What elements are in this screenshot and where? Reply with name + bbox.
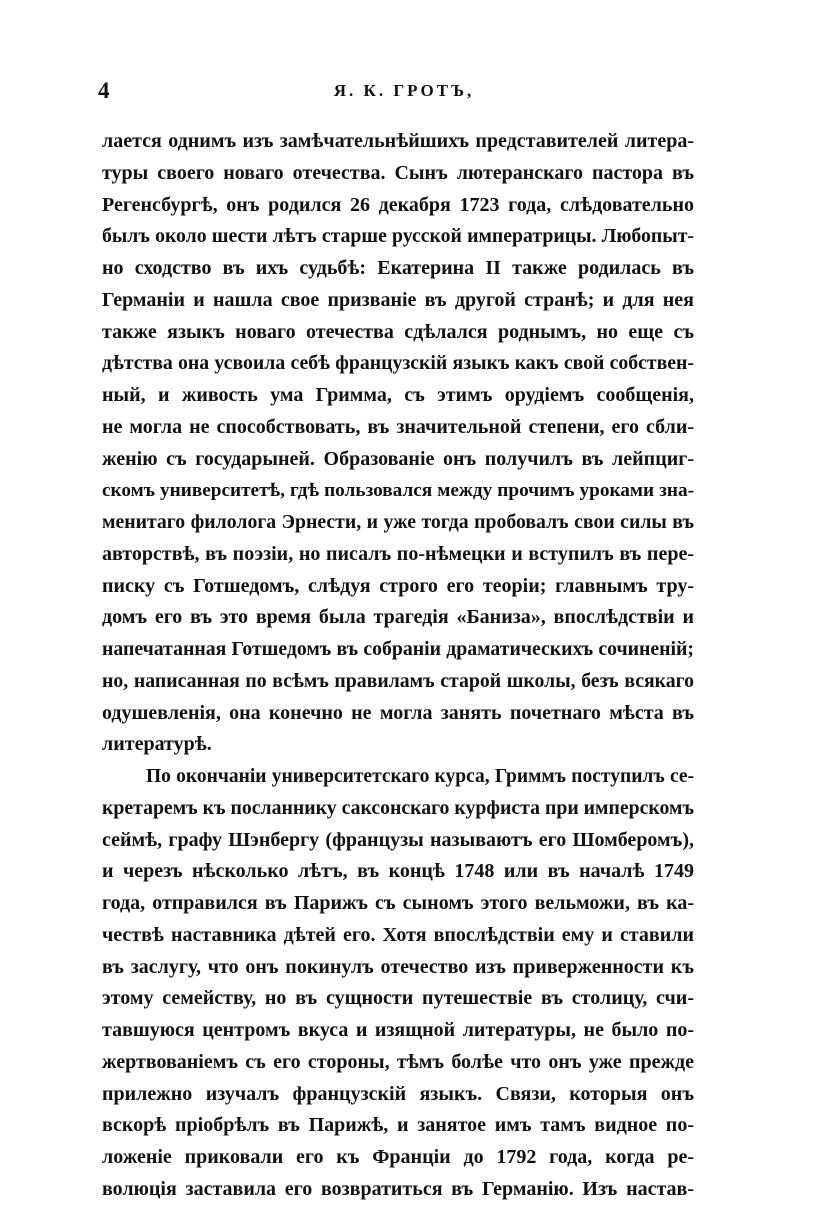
text-line: и черезъ нѣсколько лѣтъ, въ концѣ 1748 или въ началѣ 1749 bbox=[102, 860, 694, 883]
text-line: ложеніе приковали его къ Франціи до 1792 года, когда ре- bbox=[102, 1146, 694, 1168]
paragraph-2 bbox=[102, 761, 694, 1206]
text-line: писку съ Готшедомъ, слѣдуя строго его теоріи; главнымъ тру- bbox=[102, 574, 694, 597]
text-line: не могла не способствовать, въ значительной степени, его сбли- bbox=[102, 415, 694, 438]
text-line: жертвованіемъ съ его стороны, тѣмъ болѣе что онъ уже прежде bbox=[102, 1050, 694, 1073]
text-line: тавшуюся центромъ вкуса и изящной литературы, не было по- bbox=[102, 1019, 694, 1041]
text-line: скомъ университетѣ, гдѣ пользовался между прочимъ уроками зна- bbox=[102, 480, 694, 502]
text-line: волюція заставила его возвратиться въ Германію. Изъ настав- bbox=[102, 1177, 694, 1200]
text-line: года, отправился въ Парижъ съ сыномъ этого вельможи, въ ка- bbox=[102, 892, 694, 914]
text-line: кретаремъ къ посланнику саксонскаго курфиста при имперскомъ bbox=[102, 796, 694, 819]
text-line: былъ около шести лѣтъ старше русской императрицы. Любопыт- bbox=[102, 225, 694, 248]
text-line: сеймѣ, графу Шэнбергу (французы называютъ его Шомберомъ), bbox=[102, 828, 694, 851]
text-line: дѣтства она усвоила себѣ французскій языкъ какъ свой собствен- bbox=[102, 352, 694, 375]
text-line: литературѣ. bbox=[102, 733, 212, 756]
text-line: вскорѣ пріобрѣлъ въ Парижѣ, и занятое имъ тамъ видное по- bbox=[102, 1114, 694, 1137]
text-line: Регенсбургѣ, онъ родился 26 декабря 1723 года, слѣдовательно bbox=[102, 193, 694, 216]
text-line: авторствѣ, въ поэзіи, но писалъ по-нѣмецки и вступилъ въ пере- bbox=[102, 542, 694, 565]
text-line: одушевленія, она конечно не могла занять почетнаго мѣста въ bbox=[102, 701, 694, 724]
text-line: но сходство въ ихъ судьбѣ: Екатерина II также родилась въ bbox=[102, 257, 694, 279]
running-head bbox=[98, 78, 710, 104]
text-line: ный, и живость ума Гримма, съ этимъ орудіемъ сообщенія, bbox=[102, 384, 694, 406]
text-line: прилежно изучалъ французскій языкъ. Связи, которыя онъ bbox=[102, 1082, 694, 1105]
page-number: 4 bbox=[98, 78, 110, 103]
text-line: Германіи и нашла свое призваніе въ другой странѣ; и для нея bbox=[102, 288, 694, 311]
text-line: лается однимъ изъ замѣчательнѣйшихъ представителей литера- bbox=[102, 130, 694, 152]
text-line: напечатанная Готшедомъ въ собраніи драматическихъ сочиненій; bbox=[102, 638, 694, 660]
text-line: этому семейству, но въ сущности путешествіе въ столицу, счи- bbox=[102, 987, 694, 1010]
body-text bbox=[102, 126, 694, 1206]
paragraph-1 bbox=[102, 126, 694, 761]
text-line: женію съ государыней. Образованіе онъ получилъ въ лейпциг- bbox=[102, 447, 694, 470]
text-line: По окончаніи университетскаго курса, Гриммъ поступилъ се- bbox=[146, 766, 694, 787]
text-line: туры своего новаго отечества. Сынъ лютеранскаго пастора въ bbox=[102, 161, 694, 184]
text-line: также языкъ новаго отечества сдѣлался роднымъ, но еще съ bbox=[102, 320, 694, 343]
running-title: Я. К. ГРОТЪ, bbox=[333, 81, 475, 100]
text-line: чествѣ наставника дѣтей его. Хотя впослѣдствіи ему и ставили bbox=[102, 923, 694, 946]
text-line: въ заслугу, что онъ покинулъ отечество изъ приверженности къ bbox=[102, 955, 694, 978]
text-line: менитаго филолога Эрнести, и уже тогда пробовалъ свои силы въ bbox=[102, 511, 694, 533]
text-line: но, написанная по всѣмъ правиламъ старой школы, безъ всякаго bbox=[102, 669, 694, 692]
text-line: домъ его въ это время была трагедія «Баниза», впослѣдствіи и bbox=[102, 606, 694, 629]
